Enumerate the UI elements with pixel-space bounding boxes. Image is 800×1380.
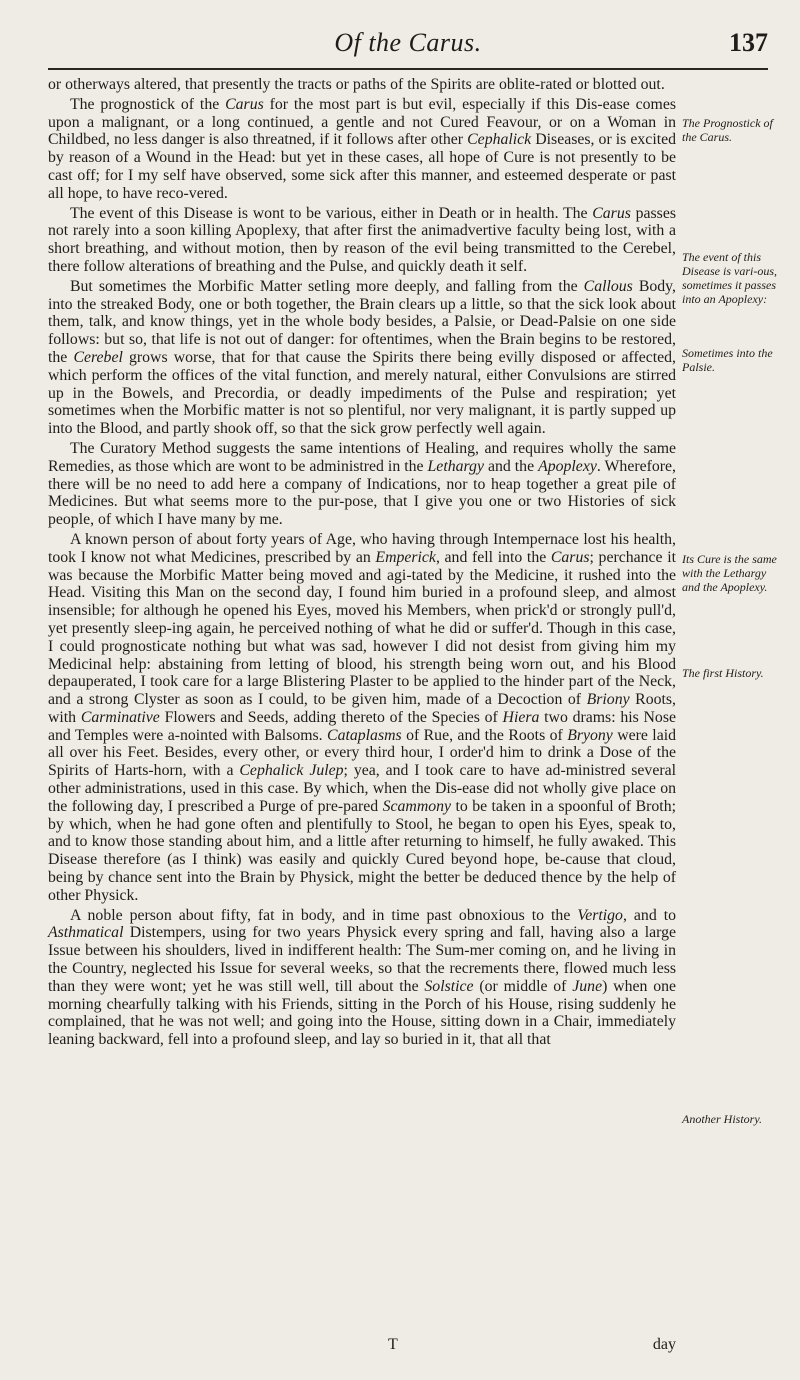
main-text — [48, 76, 676, 1049]
paragraph: The Curatory Method suggests the same intentions of Healing, and requires wholly the same Remedies, as those which are wont to be administred in the Lethargy and the Apoplexy. Wherefore, there will be no need to add here a company of Indications, nor to heap together a great pile of Medicines. But what seems more to the pur-pose, that I give you one or two Histories of sick people, of which I have many by me. — [48, 439, 676, 529]
margin-note-palsie: Sometimes into the Palsie. — [682, 346, 773, 374]
page-number: 137 — [729, 28, 768, 57]
margin-note-cure: Its Cure is the same with the Lethargy and the Apoplexy. — [682, 552, 777, 594]
paragraph: A noble person about fifty, fat in body, and in time past obnoxious to the Vertigo, and to Asthmatical Distempers, using for two years Physick every spring and fall, having also a large Issue between his shoulders, lived in indifferent health: The Sum-mer coming on, and he living in the Country, neglected his Issue for several weeks, so that the recrements there, flowed much less than they were wont; yet he was still well, till about the Solstice (or middle of June) when one morning chearfully talking with his Friends, sitting in the Porch of his House, rising suddenly he complained, that he was not well; and going into the House, sitting down in a Chair, immediately leaning backward, fell into a profound sleep, and lay so buried in it, that all that — [48, 906, 677, 1049]
page-footer — [48, 1336, 676, 1358]
paragraph: or otherways altered, that presently the tracts or paths of the Spirits are oblite-rated or blotted out. — [48, 76, 665, 93]
paragraph: A known person of about forty years of Age, who having through Intempernace lost his health, took I know not what Medicines, prescribed by an Emperick, and fell into the Carus; perchance it was because the Morbific Matter being moved and agi-tated by the Medicine, it rushed into the Head. Visiting this Man on the second day, I found him buried in a profound sleep, and almost insensible; for although he opened his Eyes, moved his Members, when prick'd or strongly pull'd, yet presently sleep-ing again, he perceived nothing of what he did or suffer'd. Though in this case, I could prognosticate nothing but what was sad, however I did not desist from giving him my Medicinal help: abstaining from letting of blood, his strength being worn out, and his Blood depauperated, I took care for a large Blistering Plaster to be applied to the hinder part of the Neck, and a strong Clyster as soon as I could, to be given him, made of a Decoction of Briony Roots, with Carminative Flowers and Seeds, adding thereto of the Species of Hiera two drams: his Nose and Temples were a-nointed with Balsoms. Cataplasms of Rue, and the Roots of Bryony were laid all over his Feet. Besides, every other, or every third hour, I order'd him to drink a Dose of the Spirits of Harts-horn, with a Cephalick Julep; yea, and I took care to have ad-ministred several other administrations, used in this case. By which, when the Dis-ease did not wholly give place on the following day, I prescribed a Purge of pre-pared Scammony to be taken in a spoonful of Broth; by which, when he had gone often and plentifully to Stool, he began to open his Eyes, speak to, and to know those standing about him, and a little after returning to himself, he fully awaked. This Disease therefore (as I think) was easily and quickly Cured beyond hope, be-cause that cloud, being by chance sent into the Brain by Physick, might the better be deduced thence by the help of other Physick. — [48, 530, 676, 904]
paragraph: The event of this Disease is wont to be various, either in Death or in health. The Carus passes not rarely into a soon killing Apoplexy, that after first the animadvertive faculty being lost, with a short breathing, and without motion, then by reason of the evil being transmitted to the Cerebel, there follow alterations of breathing and the Pulse, and quickly death it self. — [48, 204, 676, 275]
signature-mark: T — [388, 1336, 398, 1353]
page-header — [48, 28, 768, 68]
paragraph: But sometimes the Morbific Matter setling more deeply, and falling from the Callous Body, into the streaked Body, one or both together, the Brain clears up a little, so that the sick look about them, talk, and know things, yet in the whole body besides, a Palsie, or Dead-Palsie on one side follows: but so, that life is not out of danger: for oftentimes, when the Brain begins to be restored, the Cerebel grows worse, that for that cause the Spirits there being evilly disposed or affected, which perform the offices of the vital function, and merely natural, either Convulsions are stirred up in the Bowels, and Precordia, or deadly impediments of the Pulse and respiration; yet sometimes when the Morbific matter is not so plentiful, nor very malignant, it is partly supped up into the Blood, and partly shook off, so that the sick grow perfectly well again. — [48, 277, 676, 438]
catchword: day — [652, 1336, 676, 1353]
margin-note-event: The event of this Disease is vari-ous, sometimes it passes into an Apoplexy: — [682, 250, 777, 306]
margin-note-another-history: Another History. — [682, 1112, 762, 1126]
header-rule — [48, 68, 768, 70]
margin-note-first-history: The first History. — [682, 666, 764, 680]
paragraph: The prognostick of the Carus for the most part is but evil, especially if this Dis-ease comes upon a malignant, or a long continued, a gentle and not Cured Feavour, or on a Woman in Childbed, no less danger is also threatned, if it follows after other Cephalick Diseases, or is excited by reason of a Wound in the Head: but yet in these cases, all hope of Cure is not presently to be cast off; for I my self have observed, some sick after this manner, and esteemed desperate or past all hope, to have reco-vered. — [48, 95, 677, 202]
margin-note-prognostick: The Prognostick of the Carus. — [682, 116, 773, 144]
running-title: Of the Carus. — [334, 28, 482, 57]
